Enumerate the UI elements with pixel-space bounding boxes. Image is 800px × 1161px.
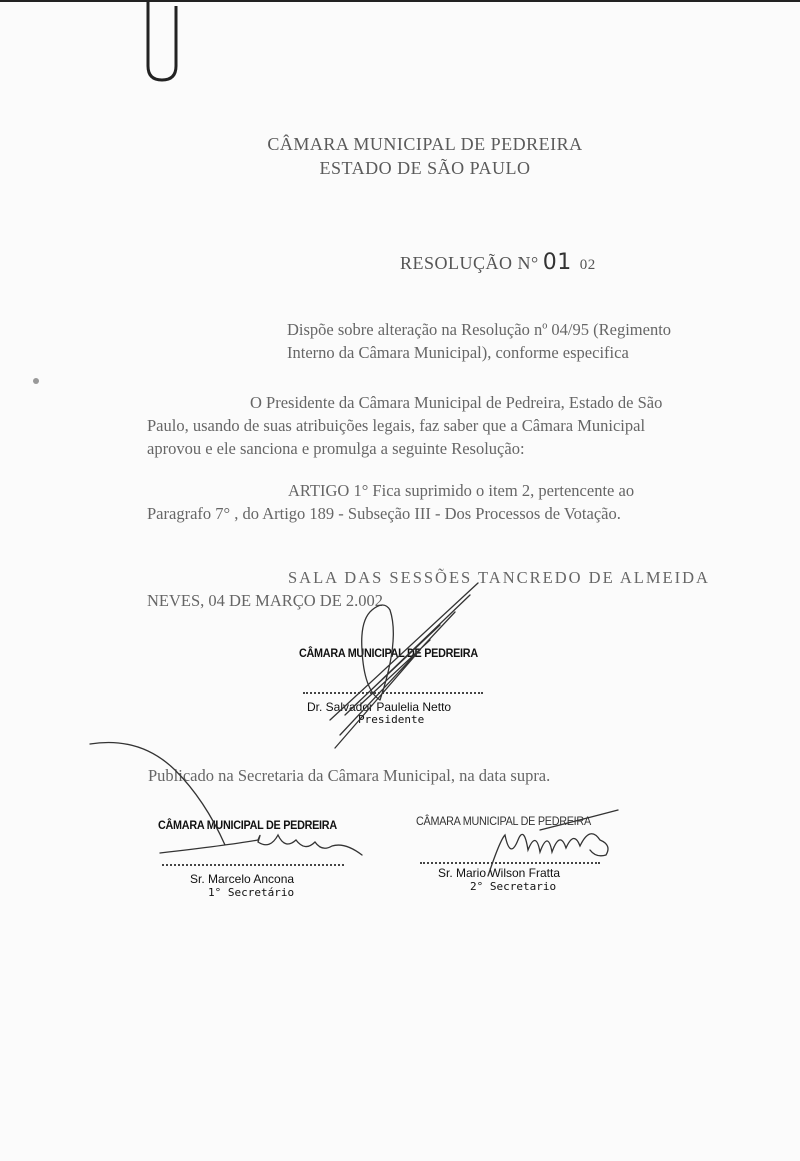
header-state: ESTADO DE SÃO PAULO bbox=[319, 158, 531, 178]
article-line-2: Paragrafo 7° , do Artigo 189 - Subseção III - Dos Processos de Votação. bbox=[147, 504, 621, 523]
resolution-number: 01 bbox=[542, 250, 572, 275]
president-role: Presidente bbox=[358, 713, 425, 726]
paper-clip-icon bbox=[140, 0, 184, 90]
punch-mark bbox=[33, 378, 39, 384]
secretary2-name: Sr. Mario Wilson Fratta bbox=[438, 866, 561, 880]
publication-note: Publicado na Secretaria da Câmara Municipal, na data supra. bbox=[148, 766, 551, 785]
resolution-label: RESOLUÇÃO N° bbox=[400, 253, 539, 273]
article-line-1: ARTIGO 1° Fica suprimido o item 2, pertencente ao bbox=[288, 481, 635, 500]
preamble-line-2: Paulo, usando de suas atribuições legais, faz saber que a Câmara Municipal bbox=[147, 416, 646, 435]
preamble-line-1: O Presidente da Câmara Municipal de Pedreira, Estado de São bbox=[250, 393, 663, 412]
secretary1-role: 1° Secretário bbox=[208, 886, 295, 899]
header-chamber: CÂMARA MUNICIPAL DE PEDREIRA bbox=[267, 134, 583, 154]
president-institution: CÂMARA MUNICIPAL DE PEDREIRA bbox=[299, 646, 478, 660]
secretary1-signature-line bbox=[162, 864, 344, 866]
secretary2-signature-line bbox=[420, 862, 600, 864]
resolution-title bbox=[400, 250, 596, 275]
secretary1-name: Sr. Marcelo Ancona bbox=[190, 872, 295, 886]
secretary2-role: 2° Secretario bbox=[470, 880, 557, 893]
closing-line-1: SALA DAS SESSÕES TANCREDO DE ALMEIDA bbox=[288, 568, 710, 587]
secretary1-signature bbox=[90, 742, 362, 855]
resolution-year: 02 bbox=[579, 257, 596, 273]
president-name: Dr. Salvador Paulelia Netto bbox=[307, 700, 452, 714]
preamble-line-3: aprovou e ele sanciona e promulga a seguinte Resolução: bbox=[147, 439, 525, 458]
summary-line-1: Dispõe sobre alteração na Resolução nº 04/95 (Regimento bbox=[287, 320, 672, 339]
secretary1-institution: CÂMARA MUNICIPAL DE PEDREIRA bbox=[158, 818, 337, 832]
page-top-edge bbox=[0, 0, 800, 2]
closing-line-2: NEVES, 04 DE MARÇO DE 2.002 bbox=[147, 591, 384, 610]
summary-line-2: Interno da Câmara Municipal), conforme especifica bbox=[287, 343, 629, 362]
president-signature-line bbox=[303, 692, 483, 694]
secretary2-institution: CÂMARA MUNICIPAL DE PEDREIRA bbox=[416, 814, 591, 828]
